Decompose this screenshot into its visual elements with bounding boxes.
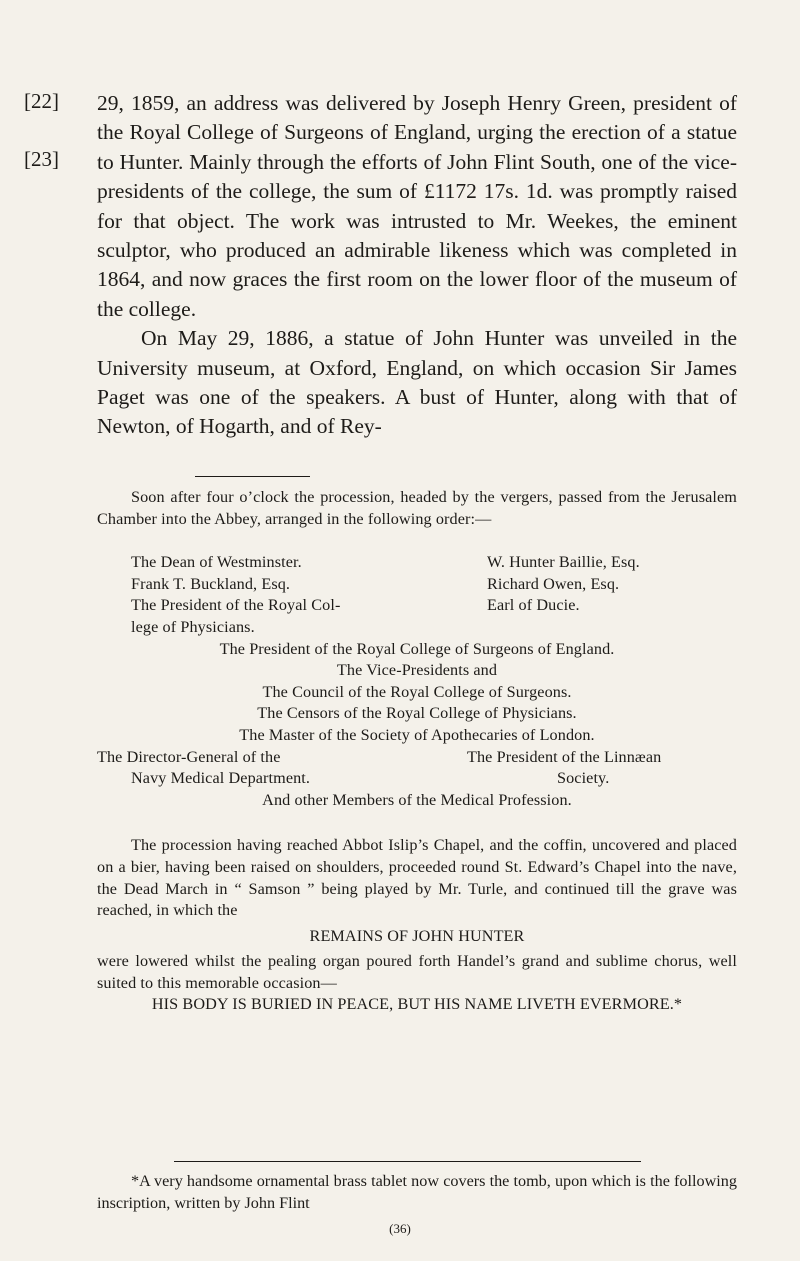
page-number: (36)	[389, 1221, 411, 1236]
procession-entry: And other Members of the Medical Profession.	[262, 790, 572, 809]
main-text	[97, 89, 737, 442]
quote-intro: Soon after four o’clock the procession, headed by the vergers, passed from the Jerusalem Chamber into the Abbey, arranged in the following order:—	[97, 488, 737, 528]
procession-entry: The Council of the Royal College of Surgeons.	[262, 682, 572, 701]
procession-entry: W. Hunter Baillie, Esq.	[487, 553, 640, 572]
procession-row	[97, 595, 737, 617]
procession-row	[97, 552, 737, 574]
procession-entry: Society.	[557, 769, 610, 788]
procession-entry: Earl of Ducie.	[487, 596, 580, 615]
footnote-divider	[195, 476, 310, 477]
quote-paragraph: were lowered whilst the pealing organ poured forth Handel’s grand and sublime chorus, well suited to this memorable occasion—	[97, 952, 737, 992]
footnote-text: *A very handsome ornamental brass tablet now covers the tomb, upon which is the following inscription, written by John Flint	[97, 1172, 737, 1212]
procession-entry: Navy Medical Department.	[131, 769, 311, 788]
procession-entry: The President of the Royal College of Surgeons of England.	[219, 639, 615, 658]
quote-paragraph: The procession having reached Abbot Islip’s Chapel, and the coffin, uncovered and placed on a bier, having been raised on shoulders, proceeded round St. Edward’s Chapel into the nave, the Dead March in “ Samson ” being played by Mr. Turle, and continued till the grave was reached, in which the	[97, 836, 737, 920]
procession-row	[97, 768, 737, 790]
margin-note: [23]	[24, 147, 59, 171]
procession-entry: lege of Physicians.	[131, 617, 255, 636]
procession-entry: The Censors of the Royal College of Physicians.	[257, 704, 577, 723]
procession-entry: Frank T. Buckland, Esq.	[131, 574, 291, 593]
procession-entry: The President of the Royal Col-	[131, 596, 341, 615]
procession-entry: The President of the Linnæan	[467, 747, 662, 766]
procession-entry: Richard Owen, Esq.	[487, 574, 620, 593]
margin-note: [22]	[24, 89, 59, 113]
footnote	[97, 1171, 737, 1214]
footnote-divider	[174, 1161, 641, 1162]
procession-entry: The Director-General of the	[97, 747, 281, 766]
quoted-extract	[97, 487, 737, 1016]
body-paragraph: On May 29, 1886, a statue of John Hunter was unveiled in the University museum, at Oxford, England, on which occasion Sir James Paget was one of the speakers. A bust of Hunter, along with that of Newton, of Hogarth, and of Rey-	[97, 326, 737, 439]
epitaph: HIS BODY IS BURIED IN PEACE, BUT HIS NAME LIVETH EVERMORE.*	[151, 995, 683, 1014]
procession-entry: The Dean of Westminster.	[131, 553, 302, 572]
procession-entry: The Master of the Society of Apothecaries of London.	[239, 725, 595, 744]
procession-list	[97, 552, 737, 811]
remains-heading: REMAINS OF JOHN HUNTER	[309, 926, 525, 945]
procession-row	[97, 747, 737, 769]
body-paragraph: 29, 1859, an address was delivered by Joseph Henry Green, president of the Royal College of Surgeons of England, urging the erection of a statue to Hunter. Mainly through the efforts of John Flint South, one of the vice-presidents of the college, the sum of £1172 17s. 1d. was promptly raised for that object. The work was intrusted to Mr. Weekes, the eminent sculptor, who produced an admirable likeness which was completed in 1864, and now graces the first room on the lower floor of the museum of the college.	[97, 91, 737, 321]
procession-entry: The Vice-Presidents and	[336, 661, 498, 680]
procession-row	[97, 574, 737, 596]
